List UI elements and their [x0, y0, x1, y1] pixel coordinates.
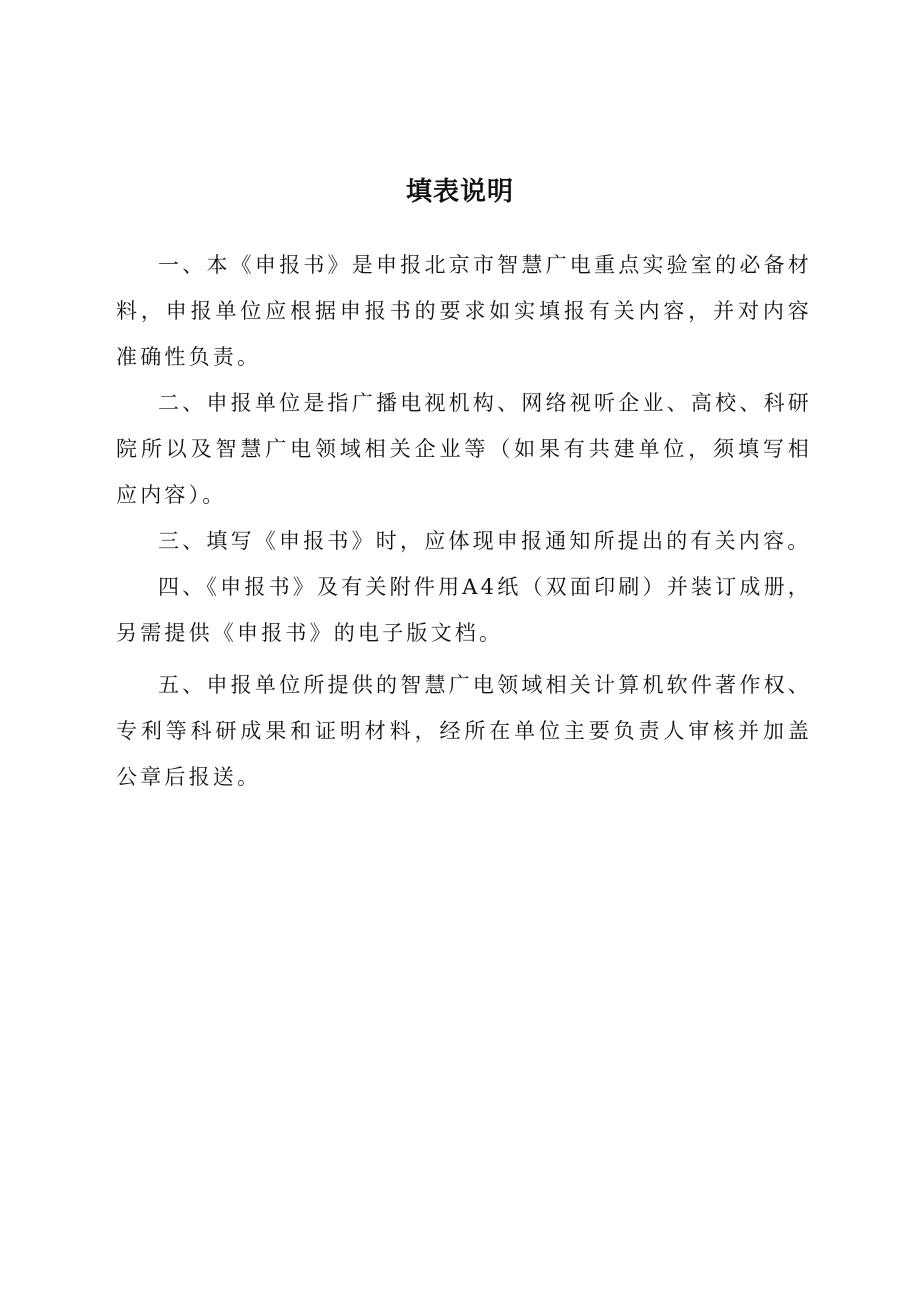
instruction-paragraph-3: 三、填写《申报书》时，应体现申报通知所提出的有关内容。 — [158, 529, 812, 553]
instruction-paragraph-2: 二、申报单位是指广播电视机构、网络视听企业、高校、科研院所以及智慧广电领域相关企业等（如果有共建单位，须填写相应内容）。 — [116, 391, 812, 507]
instructions-body — [116, 242, 812, 800]
instruction-paragraph-1: 一、本《申报书》是申报北京市智慧广电重点实验室的必备材料，申报单位应根据申报书的要求如实填报有关内容，并对内容准确性负责。 — [116, 253, 812, 369]
page-title: 填表说明 — [405, 177, 514, 207]
instruction-paragraph-4: 四、《申报书》及有关附件用A4纸（双面印刷）并装订成册，另需提供《申报书》的电子版文档。 — [116, 575, 812, 645]
instruction-paragraph-5: 五、申报单位所提供的智慧广电领域相关计算机软件著作权、专利等科研成果和证明材料，经所在单位主要负责人审核并加盖公章后报送。 — [116, 673, 812, 789]
